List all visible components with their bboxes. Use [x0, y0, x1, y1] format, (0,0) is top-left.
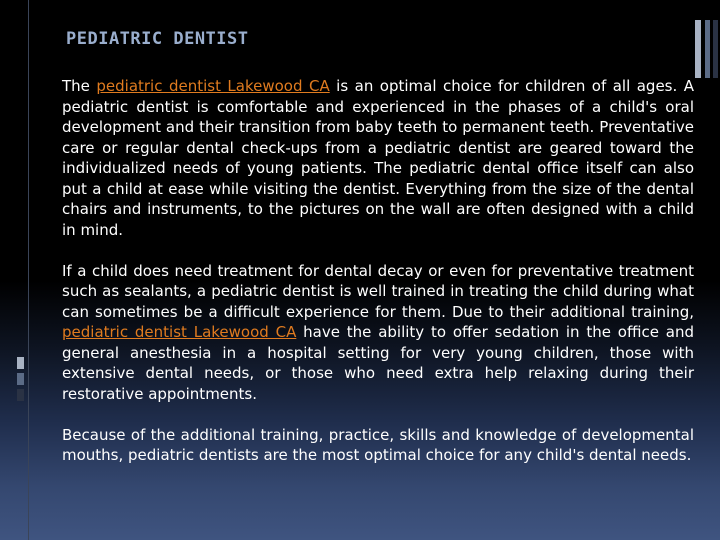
slide-title: PEDIATRIC DENTIST — [66, 29, 249, 49]
decor-block — [17, 389, 24, 401]
pediatric-dentist-link[interactable]: pediatric dentist Lakewood CA — [96, 77, 330, 95]
decor-block — [17, 373, 24, 385]
decor-block — [17, 357, 24, 369]
paragraph-2 — [62, 261, 694, 405]
decor-bar — [713, 20, 718, 78]
slide-body — [62, 76, 694, 486]
pediatric-dentist-link[interactable]: pediatric dentist Lakewood CA — [62, 323, 297, 341]
paragraph-2-text-after: have the ability to offer sedation in the office and general anesthesia in a hospital setting for very young children, those with extensive dental needs, or those who need extra help relaxing during their restorative appointments. — [62, 323, 694, 403]
paragraph-1-text-before: The — [62, 77, 97, 95]
paragraph-1 — [62, 76, 694, 240]
paragraph-2-text-before: If a child does need treatment for dental decay or even for preventative treatment such as sealants, a pediatric dentist is well trained in treating the child during what can sometimes be a difficult experience for them. Due to their additional training, — [62, 261, 694, 321]
paragraph-1-text-after: is an optimal choice for children of all ages. A pediatric dentist is comfortable and experienced in the phases of a child's oral development and their transition from baby teeth to permanent teeth. Preventative care or regular dental check-ups from a pediatric dentist are geared toward the individualized needs of young patients. The pediatric dental office itself can also put a child at ease while visiting the dentist. Everything from the size of the dental chairs and instruments, to the pictures on the wall are often designed with a child in mind. — [62, 77, 694, 239]
left-divider-line — [28, 0, 29, 540]
decor-bar — [695, 20, 701, 78]
decor-bar — [705, 20, 710, 78]
paragraph-3: Because of the additional training, practice, skills and knowledge of developmental mouths, pediatric dentists are the most optimal choice for any child's dental needs. — [62, 425, 694, 464]
